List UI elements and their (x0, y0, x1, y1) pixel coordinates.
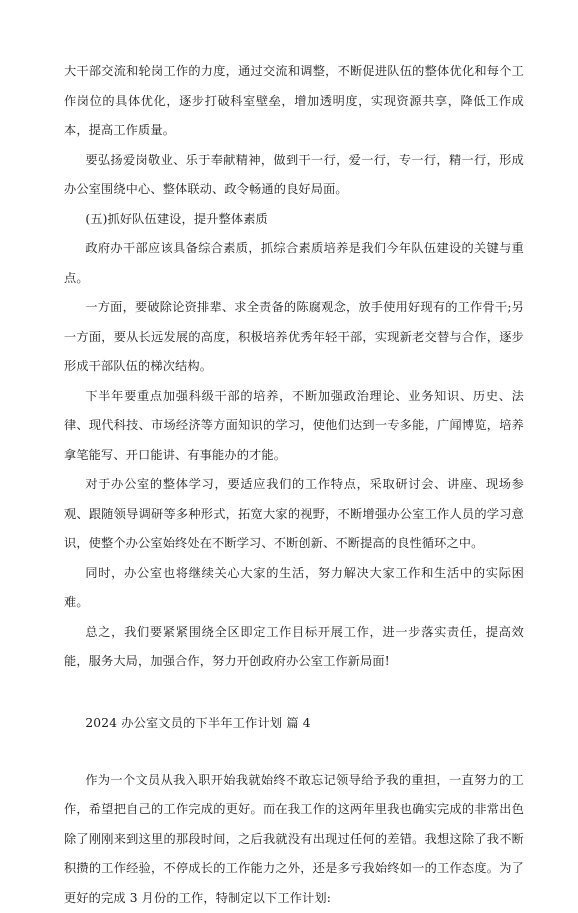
body-paragraph: 同时，办公室也将继续关心大家的生活，努力解决大家工作和生活中的实际困难。 (64, 559, 524, 618)
body-paragraph: 大干部交流和轮岗工作的力度，通过交流和调整，不断促进队伍的整体优化和每个工作岗位的具体优化，逐步打破科室壁垒，增加透明度，实现资源共享，降低工作成本，提高工作质量。 (64, 57, 524, 146)
section-spacer (64, 677, 524, 713)
body-paragraph: 下半年要重点加强科级干部的培养，不断加强政治理论、业务知识、历史、法律、现代科技、市场经济等方面知识的学习，使他们达到一专多能，广闻博览，培养拿笔能写、开口能讲、有事能办的才能。 (64, 382, 524, 471)
document-page (64, 57, 524, 913)
article-title: 2024 办公室文员的下半年工作计划 篇 4 (64, 713, 524, 733)
body-paragraph: 一方面，要破除论资排辈、求全责备的陈腐观念，放手使用好现有的工作骨干;另一方面，要从长远发展的高度，积极培养优秀年轻干部，实现新老交替与合作，逐步形成干部队伍的梯次结构。 (64, 293, 524, 382)
body-paragraph: 对于办公室的整体学习，要适应我们的工作特点，采取研讨会、讲座、现场参观、跟随领导调研等多种形式，拓宽大家的视野，不断增强办公室工作人员的学习意识，使整个办公室始终处在不断学习、不断创新、不断提高的良性循环之中。 (64, 470, 524, 559)
body-paragraph: 政府办干部应该具备综合素质，抓综合素质培养是我们今年队伍建设的关键与重点。 (64, 234, 524, 293)
body-paragraph: 总之，我们要紧紧围绕全区即定工作目标开展工作，进一步落实责任，提高效能，服务大局，加强合作，努力开创政府办公室工作新局面! (64, 618, 524, 677)
body-paragraph: 作为一个文员从我入职开始我就始终不敢忘记领导给予我的重担，一直努力的工作，希望把自己的工作完成的更好。而在我工作的这两年里我也确实完成的非常出色除了刚刚来到这里的那段时间，之后我就没有出现过任何的差错。我想这除了我不断积攒的工作经验，不停成长的工作能力之外，还是多亏我始终如一的工作态度。为了更好的完成 3 月份的工作，特制定以下工作计划: (64, 766, 524, 913)
body-paragraph: 要弘扬爱岗敬业、乐于奉献精神，做到干一行，爱一行，专一行，精一行，形成办公室围绕中心、整体联动、政令畅通的良好局面。 (64, 146, 524, 205)
section-heading: (五)抓好队伍建设，提升整体素质 (64, 205, 524, 235)
section-spacer (64, 733, 524, 766)
